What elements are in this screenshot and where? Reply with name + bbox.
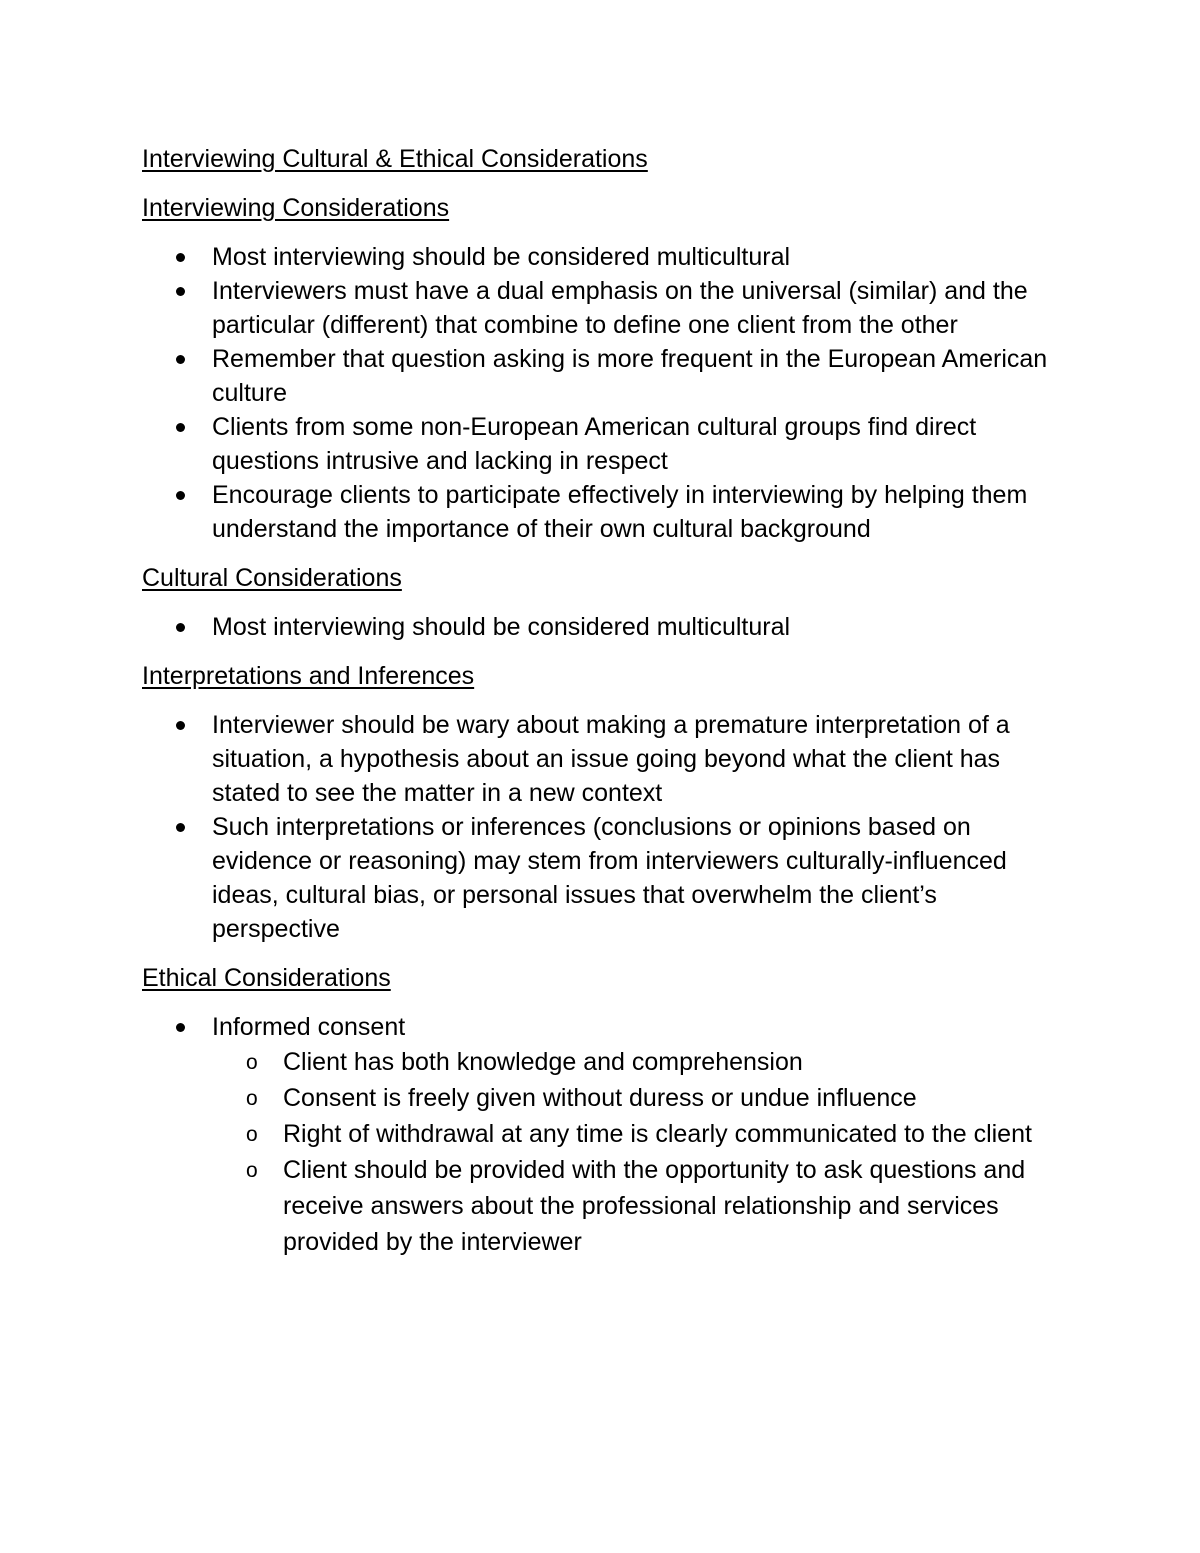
list-item-text: Interviewers must have a dual emphasis on the universal (similar) and the particular (different) that combine to define one client from the other	[212, 277, 1028, 339]
list-item-text: Such interpretations or inferences (conclusions or opinions based on evidence or reasoning) may stem from interviewers culturally-influenced ideas, cultural bias, or personal issues that overwhelm the client’s perspective	[212, 813, 1007, 943]
bullet-icon	[176, 721, 185, 730]
sub-list-item-text: Client should be provided with the opportunity to ask questions and receive answers about the professional relationship and services provided by the interviewer	[283, 1156, 1026, 1256]
sub-list-item	[212, 1044, 1062, 1080]
list-item-text: Interviewer should be wary about making a premature interpretation of a situation, a hypothesis about an issue going beyond what the client has stated to see the matter in a new context	[212, 711, 1010, 807]
section-heading-cultural-considerations: Cultural Considerations	[142, 564, 402, 592]
bullet-list-interviewing-considerations	[142, 240, 1062, 546]
bullet-icon	[176, 623, 185, 632]
list-item	[142, 708, 1062, 810]
bullet-icon	[176, 287, 185, 296]
list-item	[142, 610, 1062, 644]
document-title: Interviewing Cultural & Ethical Considerations	[142, 145, 648, 173]
bullet-icon	[176, 491, 185, 500]
section-heading-ethical-considerations: Ethical Considerations	[142, 964, 391, 992]
sub-list-item-text: Consent is freely given without duress or undue influence	[283, 1084, 917, 1112]
list-item	[142, 342, 1062, 410]
sub-list-item	[212, 1116, 1062, 1152]
list-item-text: Clients from some non-European American cultural groups find direct questions intrusive and lacking in respect	[212, 413, 977, 475]
document-page	[142, 142, 1062, 1275]
bullet-icon	[176, 1023, 185, 1032]
sub-bullet-list-informed-consent	[212, 1044, 1062, 1260]
list-item	[142, 240, 1062, 274]
list-item-text: Remember that question asking is more frequent in the European American culture	[212, 345, 1048, 407]
list-item-text: Informed consent	[212, 1013, 406, 1041]
section-heading-interpretations-and-inferences: Interpretations and Inferences	[142, 662, 475, 690]
list-item	[142, 274, 1062, 342]
bullet-list-cultural-considerations	[142, 610, 1062, 644]
list-item	[142, 810, 1062, 946]
hollow-circle-bullet-icon: o	[246, 1123, 258, 1146]
bullet-icon	[176, 253, 185, 262]
sub-list-item	[212, 1080, 1062, 1116]
section-heading-interviewing-considerations: Interviewing Considerations	[142, 194, 450, 222]
list-item-text: Most interviewing should be considered multicultural	[212, 613, 791, 641]
bullet-icon	[176, 355, 185, 364]
sub-list-item-text: Client has both knowledge and comprehension	[283, 1048, 803, 1076]
bullet-list-ethical-considerations	[142, 1010, 1062, 1260]
bullet-icon	[176, 823, 185, 832]
list-item-text: Most interviewing should be considered multicultural	[212, 243, 791, 271]
sub-list-item	[212, 1152, 1062, 1260]
hollow-circle-bullet-icon: o	[246, 1159, 258, 1182]
list-item-text: Encourage clients to participate effectively in interviewing by helping them understand the importance of their own cultural background	[212, 481, 1028, 543]
bullet-list-interpretations-and-inferences	[142, 708, 1062, 946]
list-item	[142, 410, 1062, 478]
hollow-circle-bullet-icon: o	[246, 1087, 258, 1110]
list-item	[142, 478, 1062, 546]
hollow-circle-bullet-icon: o	[246, 1051, 258, 1074]
list-item	[142, 1010, 1062, 1260]
sub-list-item-text: Right of withdrawal at any time is clearly communicated to the client	[283, 1120, 1032, 1148]
bullet-icon	[176, 423, 185, 432]
